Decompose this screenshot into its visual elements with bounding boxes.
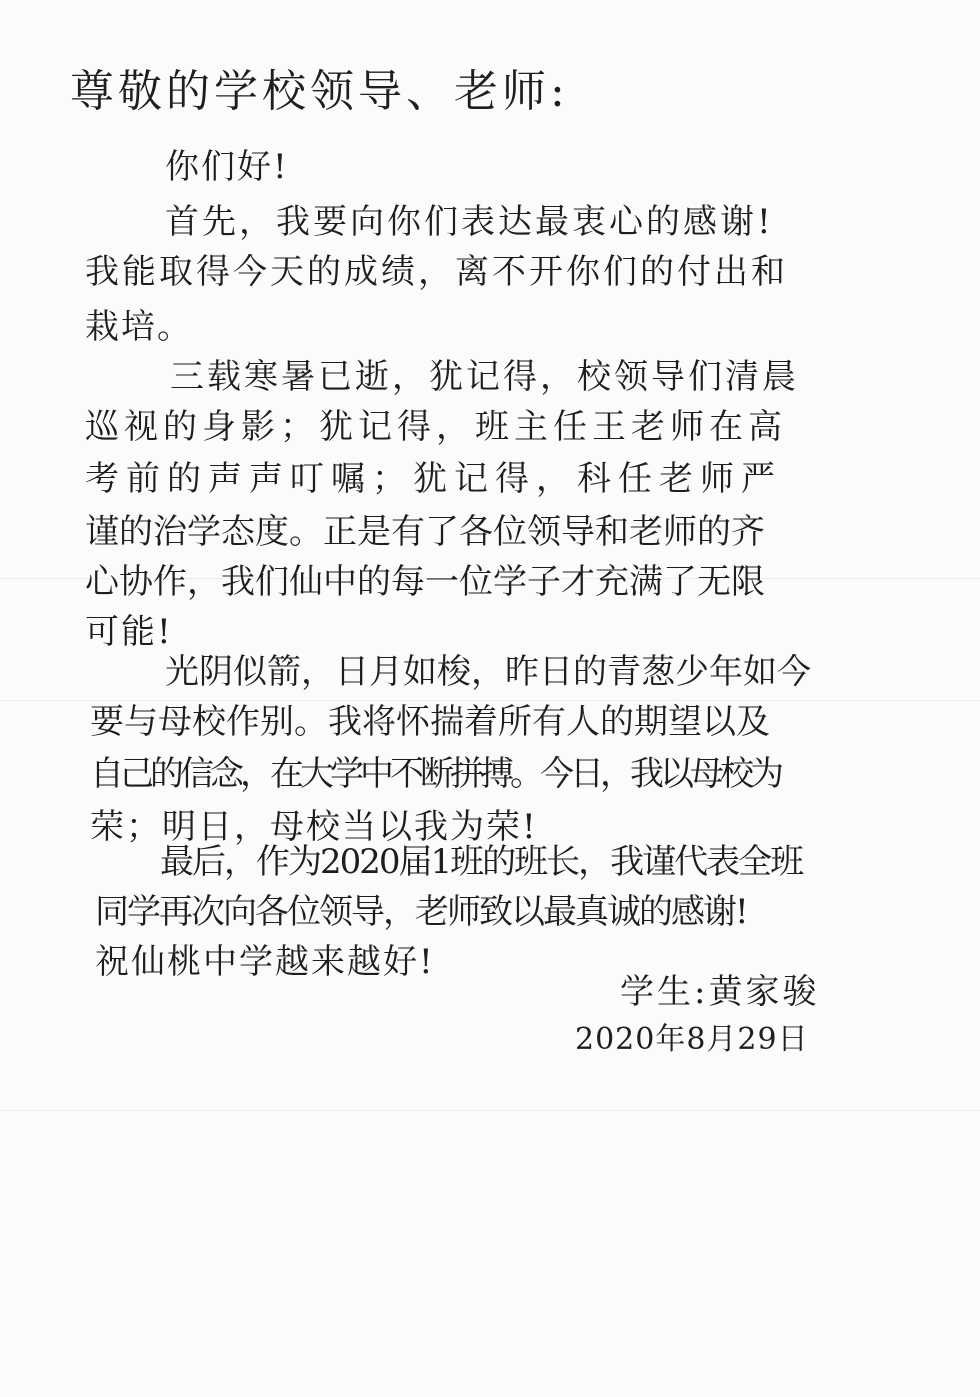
signature: 学生:黄家骏 xyxy=(620,972,820,1012)
letter-line: 荣；明日，母校当以我为荣! xyxy=(90,807,538,847)
letter-line: 栽培。 xyxy=(85,307,193,347)
letter-line: 考前的声声叮嘱；犹记得，科任老师严 xyxy=(85,459,782,499)
salutation: 尊敬的学校领导、老师: xyxy=(70,66,569,117)
letter-line: 光阴似箭，日月如梭，昨日的青葱少年如今 xyxy=(165,652,811,692)
letter-line: 自己的信念，在大学中不断拼搏。今日，我以母校为 xyxy=(90,754,780,794)
letter-line: 三载寒暑已逝，犹记得，校领导们清晨 xyxy=(170,357,799,397)
letter-line: 谨的治学态度。正是有了各位领导和老师的齐 xyxy=(85,512,765,552)
letter-line: 同学再次向各位领导，老师致以最真诚的感谢! xyxy=(95,892,747,932)
letter-line: 我能取得今天的成绩，离不开你们的付出和 xyxy=(85,252,788,292)
paper-fold-line xyxy=(0,1110,980,1111)
letter-line: 可能! xyxy=(85,612,173,652)
letter-line: 你们好! xyxy=(165,147,289,187)
letter-line: 首先，我要向你们表达最衷心的感谢! xyxy=(165,202,774,242)
letter-line: 要与母校作别。我将怀揣着所有人的期望以及 xyxy=(90,702,770,742)
letter-line: 祝仙桃中学越来越好! xyxy=(95,942,435,982)
date: 2020年8月29日 xyxy=(575,1022,809,1057)
letter-line: 最后，作为2020届1班的班长，我谨代表全班 xyxy=(160,842,803,882)
paper-fold-line xyxy=(0,700,980,701)
letter-line: 巡视的身影；犹记得，班主任王老师在高 xyxy=(85,407,787,447)
letter-line: 心协作，我们仙中的每一位学子才充满了无限 xyxy=(85,562,765,602)
